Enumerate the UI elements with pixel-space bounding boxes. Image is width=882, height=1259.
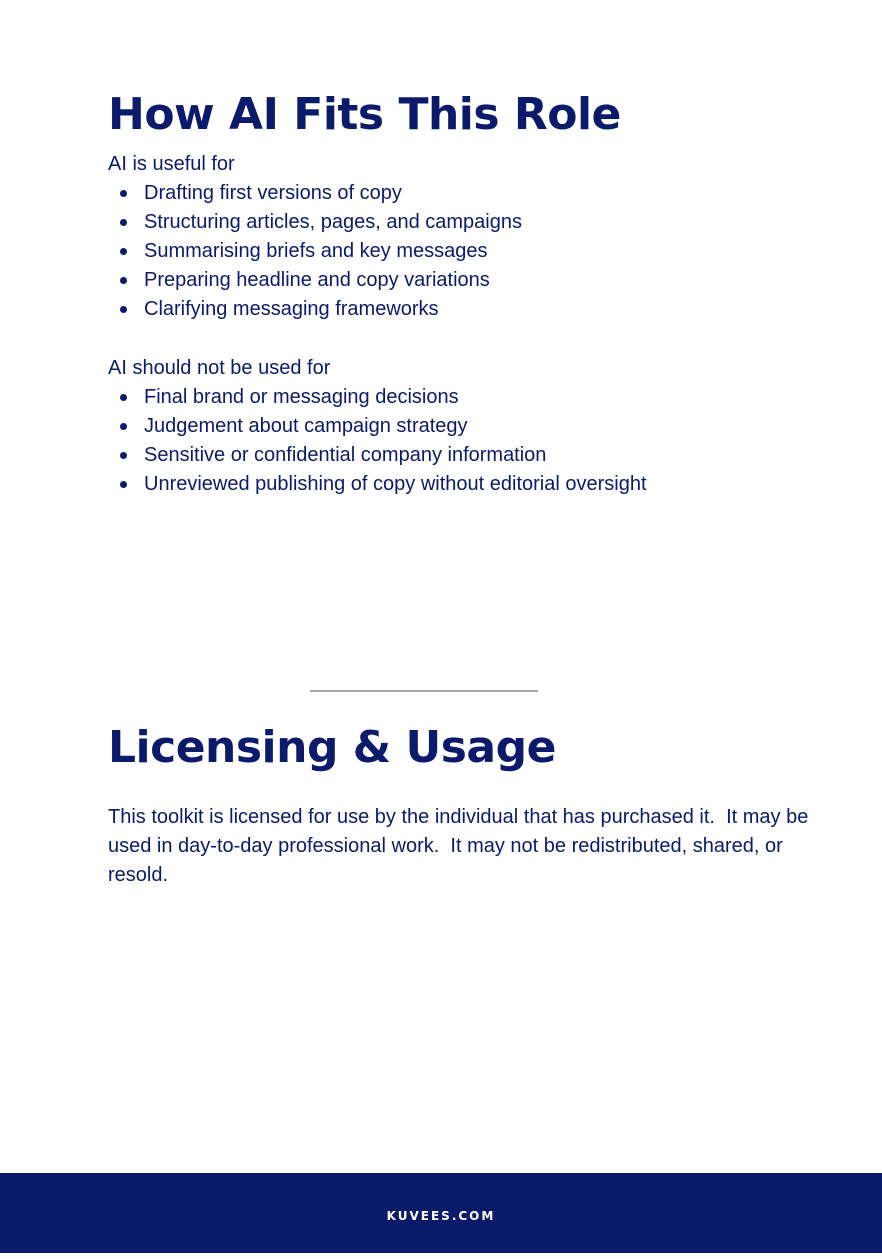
- list-item-text: Final brand or messaging decisions: [144, 386, 459, 408]
- not-intro: AI should not be used for: [108, 357, 331, 379]
- licensing-body: This toolkit is licensed for use by the individual that has purchased it. It may be used in day-to-day professional work. It may not be redistributed, shared, or resold.: [108, 806, 814, 886]
- not-useful-list: [108, 383, 647, 499]
- useful-intro: AI is useful for: [108, 153, 235, 175]
- bullet-icon: [120, 190, 127, 197]
- heading-licensing: Licensing & Usage: [108, 722, 556, 773]
- bullet-icon: [120, 452, 127, 459]
- list-item: [108, 295, 647, 324]
- spacer: [108, 324, 647, 354]
- bullet-icon: [120, 394, 127, 401]
- footer-website-link[interactable]: KUVEES.COM: [386, 1209, 496, 1223]
- list-item-text: Preparing headline and copy variations: [144, 269, 490, 291]
- list-item: [108, 237, 647, 266]
- list-item-text: Drafting first versions of copy: [144, 182, 402, 204]
- bullet-icon: [120, 306, 127, 313]
- list-item: [108, 441, 647, 470]
- list-item: [108, 208, 647, 237]
- list-item-text: Judgement about campaign strategy: [144, 415, 468, 437]
- list-item-text: Clarifying messaging frameworks: [144, 298, 439, 320]
- list-item: [108, 383, 647, 412]
- list-item: [108, 266, 647, 295]
- list-item: [108, 470, 647, 499]
- bullet-icon: [120, 277, 127, 284]
- bullet-icon: [120, 248, 127, 255]
- section-divider: [310, 690, 538, 692]
- heading-how-ai-fits: How AI Fits This Role: [108, 89, 621, 140]
- ai-usage-section: [108, 150, 647, 499]
- list-item-text: Structuring articles, pages, and campaigns: [144, 211, 522, 233]
- list-item: [108, 412, 647, 441]
- list-item: [108, 179, 647, 208]
- list-item-text: Sensitive or confidential company information: [144, 444, 547, 466]
- bullet-icon: [120, 219, 127, 226]
- footer-bar: [0, 1173, 882, 1253]
- bullet-icon: [120, 481, 127, 488]
- list-item-text: Summarising briefs and key messages: [144, 240, 488, 262]
- useful-list: [108, 179, 647, 324]
- list-item-text: Unreviewed publishing of copy without editorial oversight: [144, 473, 647, 495]
- bullet-icon: [120, 423, 127, 430]
